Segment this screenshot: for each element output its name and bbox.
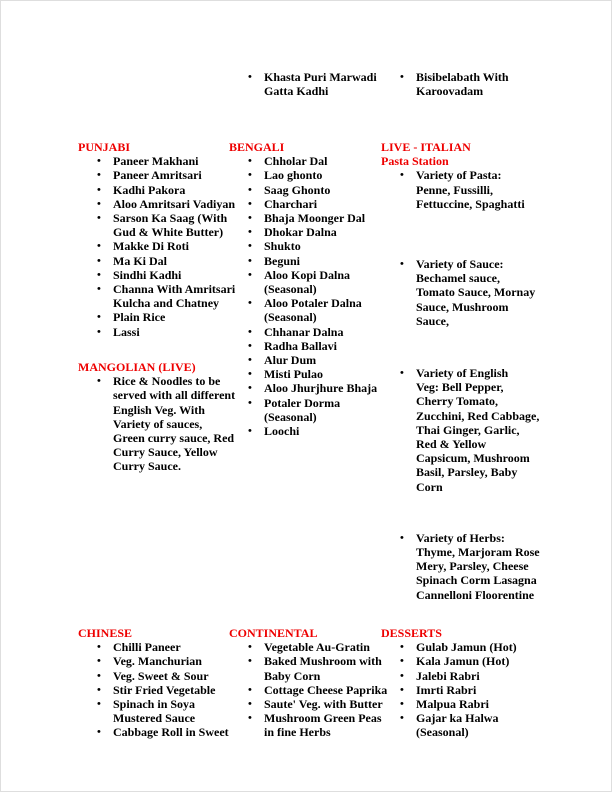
item-line: Cabbage Roll in Sweet bbox=[113, 725, 229, 740]
bullet-icon: • bbox=[97, 669, 101, 682]
item-line: Tomato Sauce, Mornay bbox=[416, 285, 536, 300]
menu-item bbox=[229, 325, 377, 339]
menu-item bbox=[229, 254, 377, 268]
menu-item bbox=[229, 396, 377, 424]
item-line: Gatta Kadhi bbox=[264, 84, 329, 99]
item-line: Plain Rice bbox=[113, 310, 166, 325]
item-line: Cherry Tomato, bbox=[416, 394, 498, 409]
item-line: Gajar ka Halwa bbox=[416, 711, 499, 726]
bullet-icon: • bbox=[97, 698, 101, 711]
bullet-icon: • bbox=[97, 240, 101, 253]
menu-item bbox=[78, 168, 235, 182]
section-header: CONTINENTAL bbox=[229, 626, 318, 640]
bullet-icon: • bbox=[97, 375, 101, 388]
item-line: Mery, Parsley, Cheese bbox=[416, 559, 529, 574]
bullet-icon: • bbox=[97, 183, 101, 196]
bullet-icon: • bbox=[400, 531, 404, 544]
bullet-icon: • bbox=[248, 212, 252, 225]
bullet-icon: • bbox=[248, 169, 252, 182]
bullet-icon: • bbox=[248, 712, 252, 725]
item-line: Paneer Makhani bbox=[113, 154, 199, 169]
section-header: BENGALI bbox=[229, 140, 285, 154]
item-line: Channa With Amritsari bbox=[113, 282, 236, 297]
section-mangolian-live bbox=[78, 360, 235, 474]
item-line: Corn bbox=[416, 479, 443, 494]
item-line: in fine Herbs bbox=[264, 725, 331, 740]
bullet-icon: • bbox=[400, 698, 404, 711]
bullet-icon: • bbox=[97, 325, 101, 338]
item-line: Veg. Sweet & Sour bbox=[113, 668, 209, 683]
section-header: MANGOLIAN (LIVE) bbox=[78, 360, 196, 374]
section-header: Pasta Station bbox=[381, 154, 449, 169]
bullet-icon: • bbox=[400, 712, 404, 725]
item-line: Capsicum, Mushroom bbox=[416, 451, 530, 466]
item-line: Gud & White Butter) bbox=[113, 225, 224, 240]
menu-item bbox=[381, 70, 509, 98]
bullet-icon: • bbox=[97, 212, 101, 225]
item-line: Potaler Dorma bbox=[264, 395, 341, 410]
menu-item bbox=[381, 683, 517, 697]
bullet-icon: • bbox=[400, 258, 404, 271]
item-line: Cottage Cheese Paprika bbox=[264, 682, 388, 697]
item-line: Makke Di Roti bbox=[113, 239, 189, 254]
item-line: Penne, Fussilli, bbox=[416, 182, 494, 197]
bullet-icon: • bbox=[248, 71, 252, 83]
item-line: Basil, Parsley, Baby bbox=[416, 465, 518, 480]
bullet-icon: • bbox=[248, 183, 252, 196]
section-header: DESSERTS bbox=[381, 626, 442, 640]
menu-item bbox=[229, 640, 387, 654]
item-line: Cannelloni Floorentine bbox=[416, 587, 535, 602]
bullet-icon: • bbox=[248, 683, 252, 696]
menu-item bbox=[78, 374, 235, 473]
item-line: Malpua Rabri bbox=[416, 697, 490, 712]
section-header: PUNJABI bbox=[78, 140, 131, 154]
menu-item bbox=[381, 669, 517, 683]
menu-item bbox=[78, 254, 235, 268]
menu-item bbox=[229, 697, 387, 711]
item-line: Bhaja Moonger Dal bbox=[264, 211, 366, 226]
menu-item bbox=[78, 154, 235, 168]
bullet-icon: • bbox=[97, 641, 101, 654]
bullet-icon: • bbox=[248, 155, 252, 168]
bullet-icon: • bbox=[400, 169, 404, 182]
menu-item bbox=[381, 711, 517, 739]
section-continuation-left bbox=[229, 70, 377, 98]
item-line: Spinach in Soya bbox=[113, 697, 196, 712]
menu-item bbox=[78, 197, 235, 211]
item-line: Charchari bbox=[264, 196, 318, 211]
item-line: Mustered Sauce bbox=[113, 711, 196, 726]
bullet-icon: • bbox=[97, 311, 101, 324]
item-line: Khasta Puri Marwadi bbox=[264, 70, 377, 84]
item-line: (Seasonal) bbox=[264, 409, 317, 424]
item-line: Variety of Sauce: bbox=[416, 257, 504, 272]
item-line: Aloo Jhurjhure Bhaja bbox=[264, 381, 378, 396]
bullet-icon: • bbox=[248, 254, 252, 267]
menu-item bbox=[381, 654, 517, 668]
item-line: Jalebi Rabri bbox=[416, 668, 480, 683]
item-line: Variety of Herbs: bbox=[416, 530, 505, 545]
bullet-icon: • bbox=[248, 325, 252, 338]
bullet-icon: • bbox=[97, 155, 101, 168]
bullet-icon: • bbox=[400, 683, 404, 696]
menu-item bbox=[78, 325, 235, 339]
menu-item bbox=[78, 683, 229, 697]
menu-item bbox=[78, 239, 235, 253]
item-line: Bisibelabath With bbox=[416, 70, 509, 84]
bullet-icon: • bbox=[248, 240, 252, 253]
menu-item bbox=[229, 168, 377, 182]
item-line: Dhokar Dalna bbox=[264, 225, 337, 240]
menu-item bbox=[229, 711, 387, 739]
menu-item bbox=[229, 183, 377, 197]
item-line: Ma Ki Dal bbox=[113, 253, 167, 268]
menu-item bbox=[229, 654, 387, 682]
item-line: Thai Ginger, Garlic, bbox=[416, 422, 520, 437]
bullet-icon: • bbox=[248, 354, 252, 367]
menu-item bbox=[381, 640, 517, 654]
menu-item bbox=[229, 211, 377, 225]
item-line: Veg. Manchurian bbox=[113, 654, 202, 669]
bullet-icon: • bbox=[248, 396, 252, 409]
menu-item bbox=[78, 697, 229, 725]
item-line: Karoovadam bbox=[416, 84, 484, 99]
item-line: Gulab Jamun (Hot) bbox=[416, 640, 517, 655]
bullet-icon: • bbox=[248, 425, 252, 438]
item-line: Alur Dum bbox=[264, 353, 317, 368]
item-line: Variety of English bbox=[416, 366, 509, 381]
item-line: Shukto bbox=[264, 239, 301, 254]
item-line: Kulcha and Chatney bbox=[113, 296, 220, 311]
bullet-icon: • bbox=[248, 655, 252, 668]
menu-item bbox=[381, 168, 540, 211]
bullet-icon: • bbox=[248, 382, 252, 395]
bullet-icon: • bbox=[248, 368, 252, 381]
item-line: Aloo Kopi Dalna bbox=[264, 267, 351, 282]
item-line: (Seasonal) bbox=[264, 282, 317, 297]
bullet-icon: • bbox=[97, 169, 101, 182]
item-line: Bechamel sauce, bbox=[416, 271, 500, 286]
menu-item bbox=[381, 697, 517, 711]
item-line: Veg: Bell Pepper, bbox=[416, 380, 504, 395]
item-line: Zucchini, Red Cabbage, bbox=[416, 408, 540, 423]
bullet-icon: • bbox=[97, 655, 101, 668]
bullet-icon: • bbox=[400, 641, 404, 654]
menu-item bbox=[78, 310, 235, 324]
item-line: Aloo Potaler Dalna bbox=[264, 296, 362, 311]
menu-item bbox=[229, 353, 377, 367]
item-line: Baby Corn bbox=[264, 668, 321, 683]
item-line: (Seasonal) bbox=[416, 725, 469, 740]
item-line: Stir Fried Vegetable bbox=[113, 682, 216, 697]
item-line: English Veg. With bbox=[113, 402, 205, 417]
item-line: Saute' Veg. with Butter bbox=[264, 697, 383, 712]
item-line: (Seasonal) bbox=[264, 310, 317, 325]
menu-item bbox=[229, 154, 377, 168]
bullet-icon: • bbox=[248, 197, 252, 210]
item-line: Chhanar Dalna bbox=[264, 324, 344, 339]
menu-item bbox=[229, 381, 377, 395]
menu-item bbox=[78, 725, 229, 739]
menu-item bbox=[78, 282, 235, 310]
menu-item bbox=[78, 211, 235, 239]
menu-item bbox=[381, 531, 540, 602]
item-line: Kala Jamun (Hot) bbox=[416, 654, 510, 669]
bullet-icon: • bbox=[248, 339, 252, 352]
menu-item bbox=[78, 268, 235, 282]
bullet-icon: • bbox=[248, 226, 252, 239]
item-line: Rice & Noodles to be bbox=[113, 374, 221, 389]
menu-item bbox=[381, 366, 540, 494]
item-line: Spinach Corm Lasagna bbox=[416, 573, 537, 588]
section-header: LIVE - ITALIAN bbox=[381, 140, 471, 154]
item-line: Paneer Amritsari bbox=[113, 168, 202, 183]
menu-item bbox=[78, 669, 229, 683]
menu-item bbox=[229, 367, 377, 381]
menu-item bbox=[229, 70, 377, 98]
item-line: Lao ghonto bbox=[264, 168, 323, 183]
item-line: Loochi bbox=[264, 424, 300, 439]
bullet-icon: • bbox=[400, 71, 404, 83]
menu-item bbox=[229, 225, 377, 239]
item-line: Sauce, Mushroom bbox=[416, 299, 509, 314]
menu-item bbox=[78, 183, 235, 197]
bullet-icon: • bbox=[97, 283, 101, 296]
bullet-icon: • bbox=[97, 197, 101, 210]
item-line: Red & Yellow bbox=[416, 437, 487, 452]
item-line: served with all different bbox=[113, 388, 236, 403]
bullet-icon: • bbox=[400, 655, 404, 668]
section-desserts bbox=[381, 626, 517, 740]
item-line: Green curry sauce, Red bbox=[113, 431, 235, 446]
item-line: Misti Pulao bbox=[264, 367, 323, 382]
section-live-italian bbox=[381, 140, 540, 602]
item-line: Chilli Paneer bbox=[113, 640, 181, 655]
bullet-icon: • bbox=[97, 254, 101, 267]
item-line: Lassi bbox=[113, 324, 140, 339]
menu-item bbox=[229, 296, 377, 324]
item-line: Chholar Dal bbox=[264, 154, 328, 169]
bullet-icon: • bbox=[97, 726, 101, 739]
bullet-icon: • bbox=[400, 669, 404, 682]
item-line: Sauce, bbox=[416, 313, 449, 328]
menu-item bbox=[229, 683, 387, 697]
menu-item bbox=[78, 654, 229, 668]
menu-item bbox=[229, 268, 377, 296]
bullet-icon: • bbox=[97, 683, 101, 696]
menu-item bbox=[78, 640, 229, 654]
item-line: Variety of sauces, bbox=[113, 416, 203, 431]
item-line: Thyme, Marjoram Rose bbox=[416, 545, 540, 560]
menu-item bbox=[229, 339, 377, 353]
section-chinese bbox=[78, 626, 229, 740]
bullet-icon: • bbox=[248, 698, 252, 711]
item-line: Sarson Ka Saag (With bbox=[113, 211, 228, 226]
item-line: Saag Ghonto bbox=[264, 182, 331, 197]
item-line: Kadhi Pakora bbox=[113, 182, 186, 197]
item-line: Vegetable Au-Gratin bbox=[264, 640, 370, 655]
bullet-icon: • bbox=[248, 268, 252, 281]
item-line: Aloo Amritsari Vadiyan bbox=[113, 196, 236, 211]
item-line: Mushroom Green Peas bbox=[264, 711, 382, 726]
item-line: Fettuccine, Spaghatti bbox=[416, 196, 525, 211]
bullet-icon: • bbox=[248, 641, 252, 654]
section-header: CHINESE bbox=[78, 626, 133, 640]
item-line: Imrti Rabri bbox=[416, 682, 477, 697]
menu-item bbox=[229, 424, 377, 438]
section-bengali bbox=[229, 140, 377, 438]
menu-item bbox=[229, 239, 377, 253]
bullet-icon: • bbox=[400, 367, 404, 380]
section-continuation-right bbox=[381, 70, 509, 98]
item-line: Sindhi Kadhi bbox=[113, 267, 182, 282]
menu-item bbox=[381, 257, 540, 328]
item-line: Radha Ballavi bbox=[264, 338, 338, 353]
item-line: Variety of Pasta: bbox=[416, 168, 502, 183]
item-line: Curry Sauce, Yellow bbox=[113, 445, 218, 460]
menu-item bbox=[229, 197, 377, 211]
item-line: Baked Mushroom with bbox=[264, 654, 382, 669]
item-line: Curry Sauce. bbox=[113, 459, 181, 474]
item-line: Beguni bbox=[264, 253, 301, 268]
bullet-icon: • bbox=[248, 297, 252, 310]
section-continental bbox=[229, 626, 387, 740]
bullet-icon: • bbox=[97, 268, 101, 281]
section-punjabi bbox=[78, 140, 235, 339]
